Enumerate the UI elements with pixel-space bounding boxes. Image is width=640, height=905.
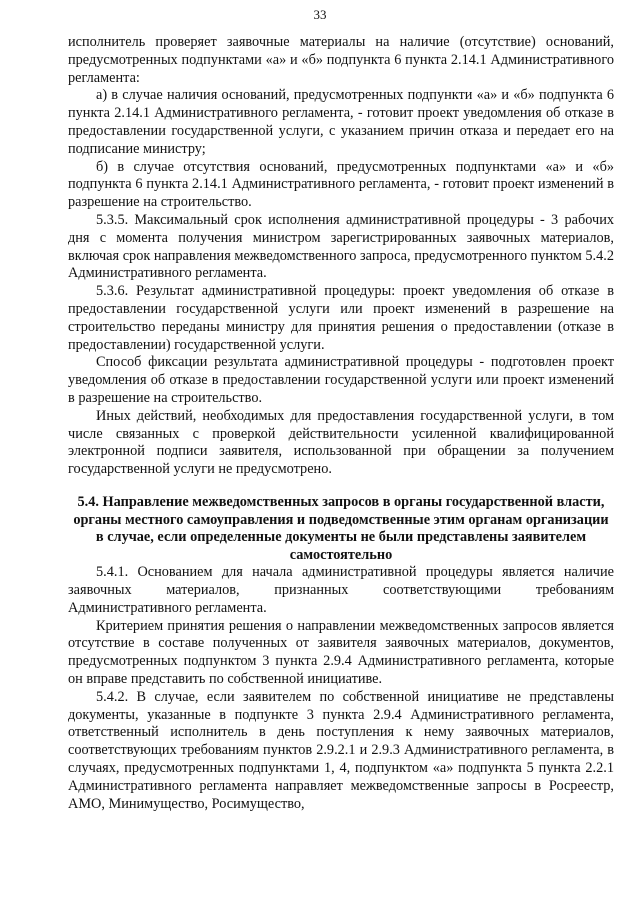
page-number: 33 bbox=[313, 7, 327, 22]
paragraph-5-4-1: 5.4.1. Основанием для начала административной процедуры является наличие заявочных материалов, признанных соответствующими требованиям Административного регламента. bbox=[68, 564, 614, 616]
paragraph-decision-criterion: Критерием принятия решения о направлении межведомственных запросов является отсутствие в составе полученных от заявителя заявочных материалов, документов, предусмотренных подпунктом 3 пункта 2.9.4 Административного регламента, которые он вправе представить по собственной инициативе. bbox=[68, 617, 614, 688]
document-body bbox=[68, 34, 614, 813]
paragraph-5-3-5: 5.3.5. Максимальный срок исполнения административной процедуры - 3 рабочих дня с момента получения министром зарегистрированных заявочных материалов, включая срок направления межведомственного запроса, предусмотренного пунктом 5.4.2 Административного регламента. bbox=[68, 211, 614, 282]
paragraph-item-a: а) в случае наличия оснований, предусмотренных подпункти «а» и «б» подпункта 6 пункта 2.14.1 Административного регламента, - готовит проект уведомления об отказе в предоставлении государственной услуги, с указанием причин отказа и передает его на подписание министру; bbox=[68, 87, 614, 157]
paragraph-5-4-2: 5.4.2. В случае, если заявителем по собственной инициативе не представлены документы, указанные в подпункте 3 пункта 2.9.4 Административного регламента, ответственный исполнитель в день поступления к нему заявочных материалов, соответствующих требованиям пунктов 2.9.2.1 и 2.9.3 Административного регламента, в случаях, предусмотренных подпунктами 1, 4, подпунктом «а» подпункта 5 пункта 2.2.1 Административного регламента направляет межведомственные запросы в Росреестр, АМО, Минимущество, Росимущество, bbox=[68, 688, 614, 812]
paragraph-fixation-method: Способ фиксации результата административной процедуры - подготовлен проект уведомления об отказе в предоставлении государственной услуги или проект изменений в разрешение на строительство. bbox=[68, 354, 614, 406]
paragraph-item-b: б) в случае отсутствия оснований, предусмотренных подпунктами «а» и «б» подпункта 6 пункта 2.14.1 Административного регламента, - готовит проект изменений в разрешение на строительство. bbox=[68, 158, 614, 211]
paragraph-5-3-6: 5.3.6. Результат административной процедуры: проект уведомления об отказе в предоставлении государственной услуги или проект изменений в разрешение на строительство переданы министру для принятия решения о предоставлении (отказе в предоставлении) государственной услуги. bbox=[68, 283, 614, 353]
paragraph-other-actions: Иных действий, необходимых для предоставления государственной услуги, в том числе связанных с проверкой действительности усиленной квалифицированной электронной подписи заявителя, использованной при обращении за получением государственной услуги не предусмотрено. bbox=[68, 407, 614, 478]
section-heading-5-4: 5.4. Направление межведомственных запросов в органы государственной власти, органы местного самоуправления и подведомственные этим органам организации в случае, если определенные документы не были представлены заявителем самостоятельно bbox=[73, 493, 609, 563]
paragraph-intro: исполнитель проверяет заявочные материалы на наличие (отсутствие) оснований, предусмотренных подпунктами «а» и «б» подпункта 6 пункта 2.14.1 Административного регламента: bbox=[68, 34, 614, 86]
